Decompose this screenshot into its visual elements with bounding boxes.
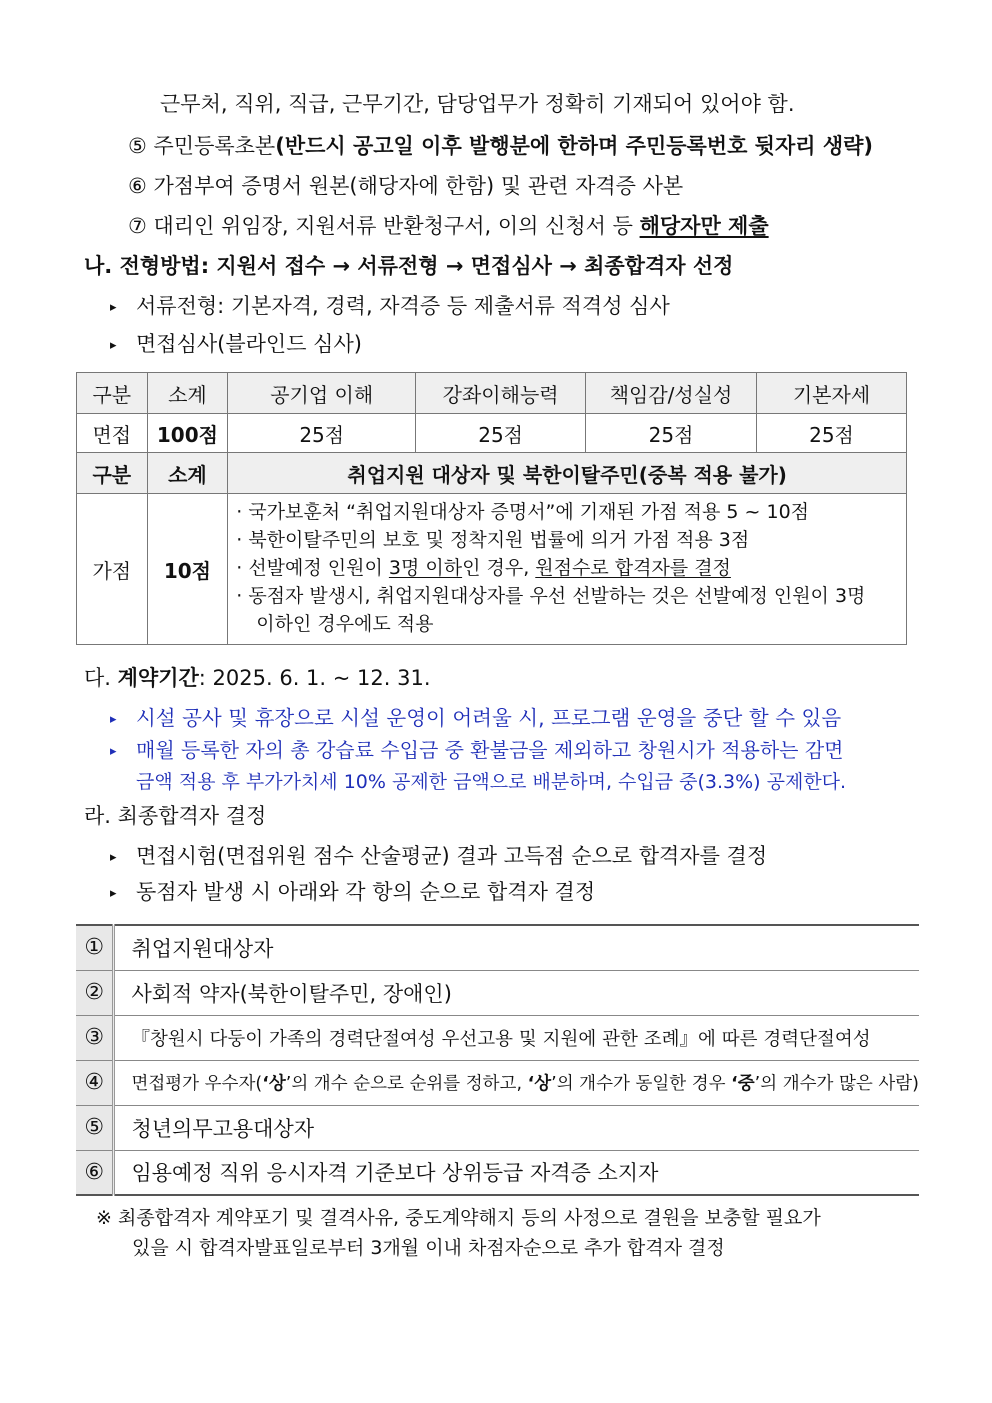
priority-text-part: ’의 개수가 동일한 경우 xyxy=(551,1074,732,1094)
bonus-line-underlined: 3명 이하 xyxy=(388,557,463,579)
bonus-header-title: 취업지원 대상자 및 북한이탈주민(중복 적용 불가) xyxy=(228,453,907,494)
priority-row xyxy=(76,925,919,970)
bonus-line-veterans: · 국가보훈처 “취업지원대상자 증명서”에 기재된 가점 적용 5 ~ 10점 xyxy=(236,501,810,523)
cell-score: 25점 xyxy=(586,414,757,453)
cell-score: 25점 xyxy=(228,414,416,453)
bonus-header-subtotal: 소계 xyxy=(147,453,228,494)
score-row-interview xyxy=(77,414,907,453)
section-ra-bullet-1 xyxy=(110,842,767,872)
section-na-heading: 나. 전형방법: 지원서 접수 → 서류전형 → 면접심사 → 최종합격자 선정 xyxy=(84,254,734,278)
section-da-label: 다. xyxy=(84,666,118,690)
priority-row xyxy=(76,970,919,1015)
section-ra-bullet-2 xyxy=(110,878,595,908)
triangle-bullet-icon: ▸ xyxy=(110,300,117,315)
bonus-label: 가점 xyxy=(77,494,148,645)
section-da-bullet-2 xyxy=(110,736,844,766)
bonus-line-defectors: · 북한이탈주민의 보호 및 정착지원 법률에 의거 가점 적용 3점 xyxy=(236,529,750,551)
priority-row xyxy=(76,1015,919,1060)
header-lecture-ability: 강좌이해능력 xyxy=(416,373,586,414)
doc-item-6: ⑥ 가점부여 증명서 원본(해당자에 한함) 및 관련 자격증 사본 xyxy=(128,174,684,198)
priority-text: 취업지원대상자 xyxy=(114,925,919,970)
priority-number: ③ xyxy=(76,1015,114,1060)
section-da-heading xyxy=(84,664,431,692)
priority-text-part: ’의 개수 순으로 순위를 정하고, xyxy=(285,1074,528,1094)
bonus-line-text: 인 경우, xyxy=(462,557,536,579)
triangle-bullet-icon: ▸ xyxy=(110,338,117,353)
header-attitude: 기본자세 xyxy=(757,373,907,414)
cell-interview-total: 100점 xyxy=(147,414,228,453)
section-da-bullet-2-cont: 금액 적용 후 부가가치세 10% 공제한 금액으로 배분하며, 수입금 중(3.3%) 공제한다. xyxy=(136,771,847,793)
priority-number: ④ xyxy=(76,1060,114,1105)
doc-item-5-note: (반드시 공고일 이후 발행분에 한하며 주민등록번호 뒷자리 생략) xyxy=(275,134,874,158)
header-responsibility: 책임감/성실성 xyxy=(586,373,757,414)
priority-row xyxy=(76,1060,919,1105)
priority-text: 청년의무고용대상자 xyxy=(114,1105,919,1150)
section-da-period: : 2025. 6. 1. ~ 12. 31. xyxy=(198,666,431,690)
priority-text: 임용예정 직위 응시자격 기준보다 상위등급 자격증 소지자 xyxy=(114,1150,919,1195)
priority-text xyxy=(114,1060,919,1105)
bonus-header-category: 구분 xyxy=(77,453,148,494)
doc-item-7-note: 해당자만 제출 xyxy=(639,214,769,238)
section-na-bullet-1-text: 서류전형: 기본자격, 경력, 자격증 등 제출서류 적격성 심사 xyxy=(136,294,670,318)
header-subtotal: 소계 xyxy=(147,373,228,414)
cell-interview-label: 면접 xyxy=(77,414,148,453)
section-da-title: 계약기간 xyxy=(117,666,199,690)
note-line-2: 있을 시 합격자발표일로부터 3개월 이내 차점자순으로 추가 합격자 결정 xyxy=(132,1237,725,1259)
section-ra-heading: 라. 최종합격자 결정 xyxy=(84,804,267,828)
section-ra-bullet-1-text: 면접시험(면접위원 점수 산술평균) 결과 고득점 순으로 합격자를 결정 xyxy=(136,844,768,868)
priority-row xyxy=(76,1150,919,1195)
triangle-bullet-icon: ▸ xyxy=(110,850,117,865)
priority-text-part: 면접평가 우수자( xyxy=(131,1074,263,1094)
priority-number: ⑤ xyxy=(76,1105,114,1150)
priority-text-part: ’의 개수가 많은 사람) xyxy=(754,1074,919,1094)
triangle-bullet-icon: ▸ xyxy=(110,712,117,727)
triangle-bullet-icon: ▸ xyxy=(110,744,117,759)
header-category: 구분 xyxy=(77,373,148,414)
doc-item-5-label: ⑤ 주민등록초본 xyxy=(128,134,276,158)
section-da-bullet-2-text: 매월 등록한 자의 총 강습료 수입금 중 환불금을 제외하고 창원시가 적용하는 감면 xyxy=(136,738,844,762)
cell-score: 25점 xyxy=(757,414,907,453)
priority-text-bold: ‘중 xyxy=(731,1074,755,1094)
section-na-bullet-1 xyxy=(110,292,670,322)
bonus-row xyxy=(77,494,907,645)
priority-text: 『창원시 다둥이 가족의 경력단절여성 우선고용 및 지원에 관한 조례』에 따른 경력단절여성 xyxy=(114,1015,919,1060)
header-public-enterprise: 공기업 이해 xyxy=(228,373,416,414)
doc-item-7-label: ⑦ 대리인 위임장, 지원서류 반환청구서, 이의 신청서 등 xyxy=(128,214,640,238)
interview-score-table xyxy=(76,372,907,645)
bonus-line-text: · 선발예정 인원이 xyxy=(236,557,389,579)
doc-line-career: 근무처, 직위, 직급, 근무기간, 담당업무가 정확히 기재되어 있어야 함. xyxy=(160,92,795,116)
doc-item-5 xyxy=(128,132,873,160)
priority-text-bold: ‘상 xyxy=(262,1074,286,1094)
note-line-1: ※ 최종합격자 계약포기 및 결격사유, 중도계약해지 등의 사정으로 결원을 보충할 필요가 xyxy=(96,1207,821,1229)
bonus-line-tie: · 동점자 발생시, 취업지원대상자를 우선 선발하는 것은 선발예정 인원이 3명 xyxy=(236,585,866,607)
bonus-header-row xyxy=(77,453,907,494)
priority-text: 사회적 약자(북한이탈주민, 장애인) xyxy=(114,970,919,1015)
tie-break-priority-table xyxy=(76,924,919,1196)
section-da-bullet-1-text: 시설 공사 및 휴장으로 시설 운영이 어려울 시, 프로그램 운영을 중단 할 수 있음 xyxy=(136,706,842,730)
priority-number: ① xyxy=(76,925,114,970)
section-da-bullet-1 xyxy=(110,704,841,734)
section-na-bullet-2-text: 면접심사(블라인드 심사) xyxy=(136,332,362,356)
bonus-total: 10점 xyxy=(147,494,228,645)
doc-item-7 xyxy=(128,212,769,240)
section-na-bullet-2 xyxy=(110,330,362,360)
bonus-line-tie-cont: 이하인 경우에도 적용 xyxy=(256,613,434,635)
cell-score: 25점 xyxy=(416,414,586,453)
score-header-row xyxy=(77,373,907,414)
bonus-line-small-quota xyxy=(236,554,898,582)
priority-number: ⑥ xyxy=(76,1150,114,1195)
priority-row xyxy=(76,1105,919,1150)
section-ra-bullet-2-text: 동점자 발생 시 아래와 각 항의 순으로 합격자 결정 xyxy=(136,880,596,904)
priority-number: ② xyxy=(76,970,114,1015)
bonus-details xyxy=(228,494,907,645)
priority-text-bold: ‘상 xyxy=(527,1074,552,1094)
bonus-line-underlined: 원점수로 합격자를 결정 xyxy=(535,557,731,579)
triangle-bullet-icon: ▸ xyxy=(110,886,117,901)
